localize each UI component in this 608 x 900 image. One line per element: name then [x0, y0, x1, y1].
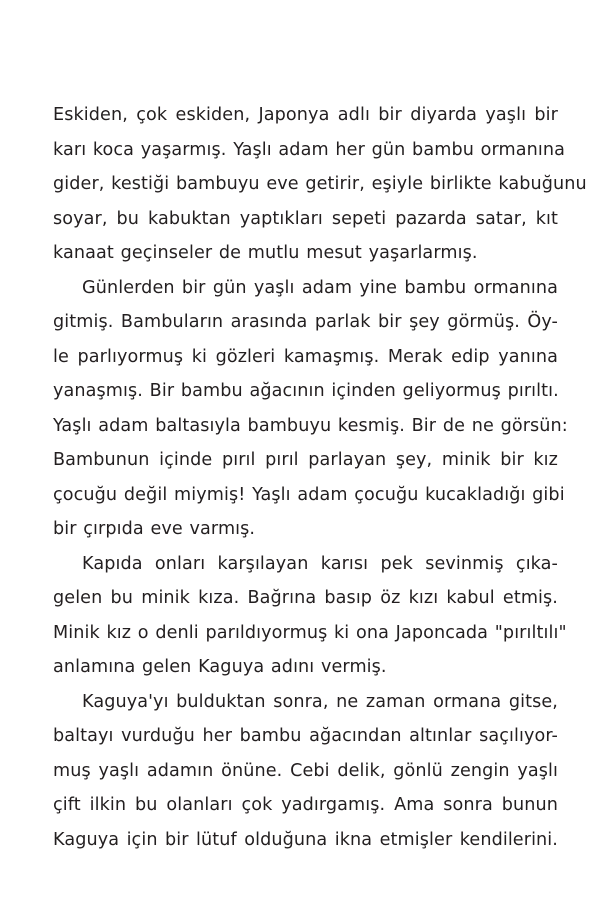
text-line: karı koca yaşarmış. Yaşlı adam her gün bambu ormanına — [53, 139, 566, 160]
text-line: soyar, bu kabuktan yaptıkları sepeti pazarda satar, kıt — [53, 208, 558, 229]
text-line: Eskiden, çok eskiden, Japonya adlı bir diyarda yaşlı bir — [53, 105, 558, 125]
text-line: Yaşlı adam baltasıyla bambuyu kesmiş. Bir de ne görsün: — [53, 415, 568, 436]
text-line: anlamına gelen Kaguya adını vermiş. — [53, 657, 387, 677]
paragraph-2 — [53, 271, 568, 547]
text-line: gitmiş. Bambuların arasında parlak bir şey görmüş. Öy- — [53, 312, 558, 332]
text-line: çift ilkin bu olanları çok yadırgamış. Ama sonra bunun — [53, 795, 558, 815]
text-line: bir çırpıda eve varmış. — [53, 519, 256, 539]
text-line: kanaat geçinseler de mutlu mesut yaşarlarmış. — [53, 243, 478, 263]
text-line: yanaşmış. Bir bambu ağacının içinden geliyormuş pırıltı. — [53, 381, 559, 401]
story-text-page — [53, 98, 587, 857]
text-line: muş yaşlı adamın önüne. Cebi delik, gönlü zengin yaşlı — [53, 760, 558, 781]
text-line: gider, kestiği bambuyu eve getirir, eşiyle birlikte kabuğunu — [53, 174, 587, 194]
text-line: le parlıyormuş ki gözleri kamaşmış. Merak edip yanına — [53, 346, 558, 367]
text-line: çocuğu değil miymiş! Yaşlı adam çocuğu kucakladığı gibi — [53, 484, 565, 505]
text-line: gelen bu minik kıza. Bağrına basıp öz kızı kabul etmiş. — [53, 588, 558, 608]
text-line: Bambunun içinde pırıl pırıl parlayan şey, minik bir kız — [53, 450, 558, 470]
paragraph-3 — [53, 547, 567, 685]
text-line: baltayı vurduğu her bambu ağacından altınlar saçılıyor- — [53, 726, 558, 746]
text-line: Günlerden bir gün yaşlı adam yine bambu ormanına — [82, 277, 558, 298]
text-line: Kaguya'yı bulduktan sonra, ne zaman ormana gitse, — [82, 691, 558, 712]
text-line: Kaguya için bir lütuf olduğuna ikna etmişler kendilerini. — [53, 829, 558, 850]
text-line: Kapıda onları karşılayan karısı pek sevinmiş çıka- — [82, 553, 558, 574]
paragraph-4 — [53, 685, 558, 858]
paragraph-1 — [53, 98, 587, 271]
text-line: Minik kız o denli parıldıyormuş ki ona Japoncada "pırıltılı" — [53, 622, 567, 643]
